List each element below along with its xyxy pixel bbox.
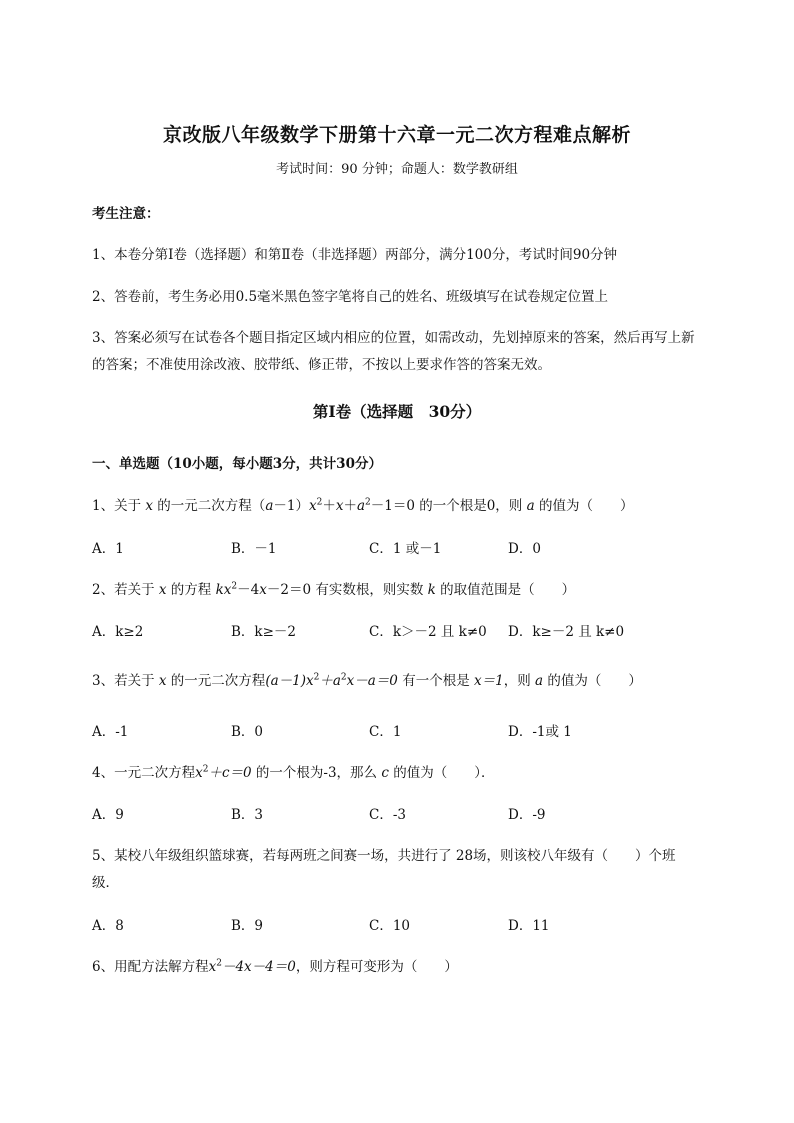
option-c: C．10 xyxy=(369,918,411,934)
question-4: 4、一元二次方程$x^2+c=0$ 的一个根为-3，那么 c 的值为（ ）． xyxy=(92,764,495,781)
option-c: C．1 xyxy=(369,724,402,740)
option-d: D．11 xyxy=(508,918,550,934)
option-c: C．-3 xyxy=(369,807,406,823)
option-a: A．9 xyxy=(92,807,124,823)
option-b: B．k≥－2 xyxy=(231,624,297,640)
question-6: 6、用配方法解方程$x^2-4x-4=0$，则方程可变形为（ ） xyxy=(92,958,458,975)
notice-item: 的答案；不准使用涂改液、胶带纸、修正带，不按以上要求作答的答案无效。 xyxy=(92,357,551,373)
option-c: C．k＞－2 且 k≠0 xyxy=(369,624,487,640)
option-a: A．k≥2 xyxy=(92,624,144,640)
option-d: D．0 xyxy=(508,541,541,557)
document-subtitle: 考试时间：90 分钟；命题人：数学教研组 xyxy=(276,162,518,177)
option-b: B．3 xyxy=(231,807,264,823)
question-2: 2、若关于 x 的方程 $kx^2-4x-2=0$ 有实数根，则实数 k 的取值范围是（ ） xyxy=(92,581,576,598)
section-title: 第Ⅰ卷（选择题 30分） xyxy=(312,402,482,421)
option-d: D．-9 xyxy=(508,807,546,823)
notice-item: 3、答案必须写在试卷各个题目指定区域内相应的位置，如需改动，先划掉原来的答案，然后再写上新 xyxy=(92,330,695,346)
question-3: 3、若关于 x 的一元二次方程$(a-1)x^2+a^2x-a=0$ 有一个根是 x＝1，则 a 的值为（ ） xyxy=(92,672,642,689)
option-a: A．-1 xyxy=(92,724,129,740)
option-a: A．8 xyxy=(92,918,124,934)
question-5-continued: 级． xyxy=(92,875,119,891)
notice-heading: 考生注意： xyxy=(92,206,160,222)
notice-item: 1、本卷分第Ⅰ卷（选择题）和第Ⅱ卷（非选择题）两部分，满分100分，考试时间90分钟 xyxy=(92,247,618,263)
option-d: D．-1或 1 xyxy=(508,724,572,740)
option-b: B．－1 xyxy=(231,541,277,557)
part-heading: 一、单选题（10小题，每小题3分，共计30分） xyxy=(92,456,382,472)
option-a: A．1 xyxy=(92,541,124,557)
option-b: B．9 xyxy=(231,918,264,934)
option-b: B．0 xyxy=(231,724,264,740)
option-c: C．1 或－1 xyxy=(369,541,442,557)
question-1: 1、关于 x 的一元二次方程$(a-1)x^2+x+a^2-1=0$ 的一个根是0，则 a 的值为（ ） xyxy=(92,497,634,514)
document-title: 京改版八年级数学下册第十六章一元二次方程难点解析 xyxy=(162,124,631,146)
question-5: 5、某校八年级组织篮球赛，若每两班之间赛一场，共进行了 28场，则该校八年级有（ ）个班 xyxy=(92,848,676,864)
option-d: D．k≥－2 且 k≠0 xyxy=(508,624,625,640)
notice-item: 2、答卷前，考生务必用0.5毫米黑色签字笔将自己的姓名、班级填写在试卷规定位置上 xyxy=(92,289,609,305)
